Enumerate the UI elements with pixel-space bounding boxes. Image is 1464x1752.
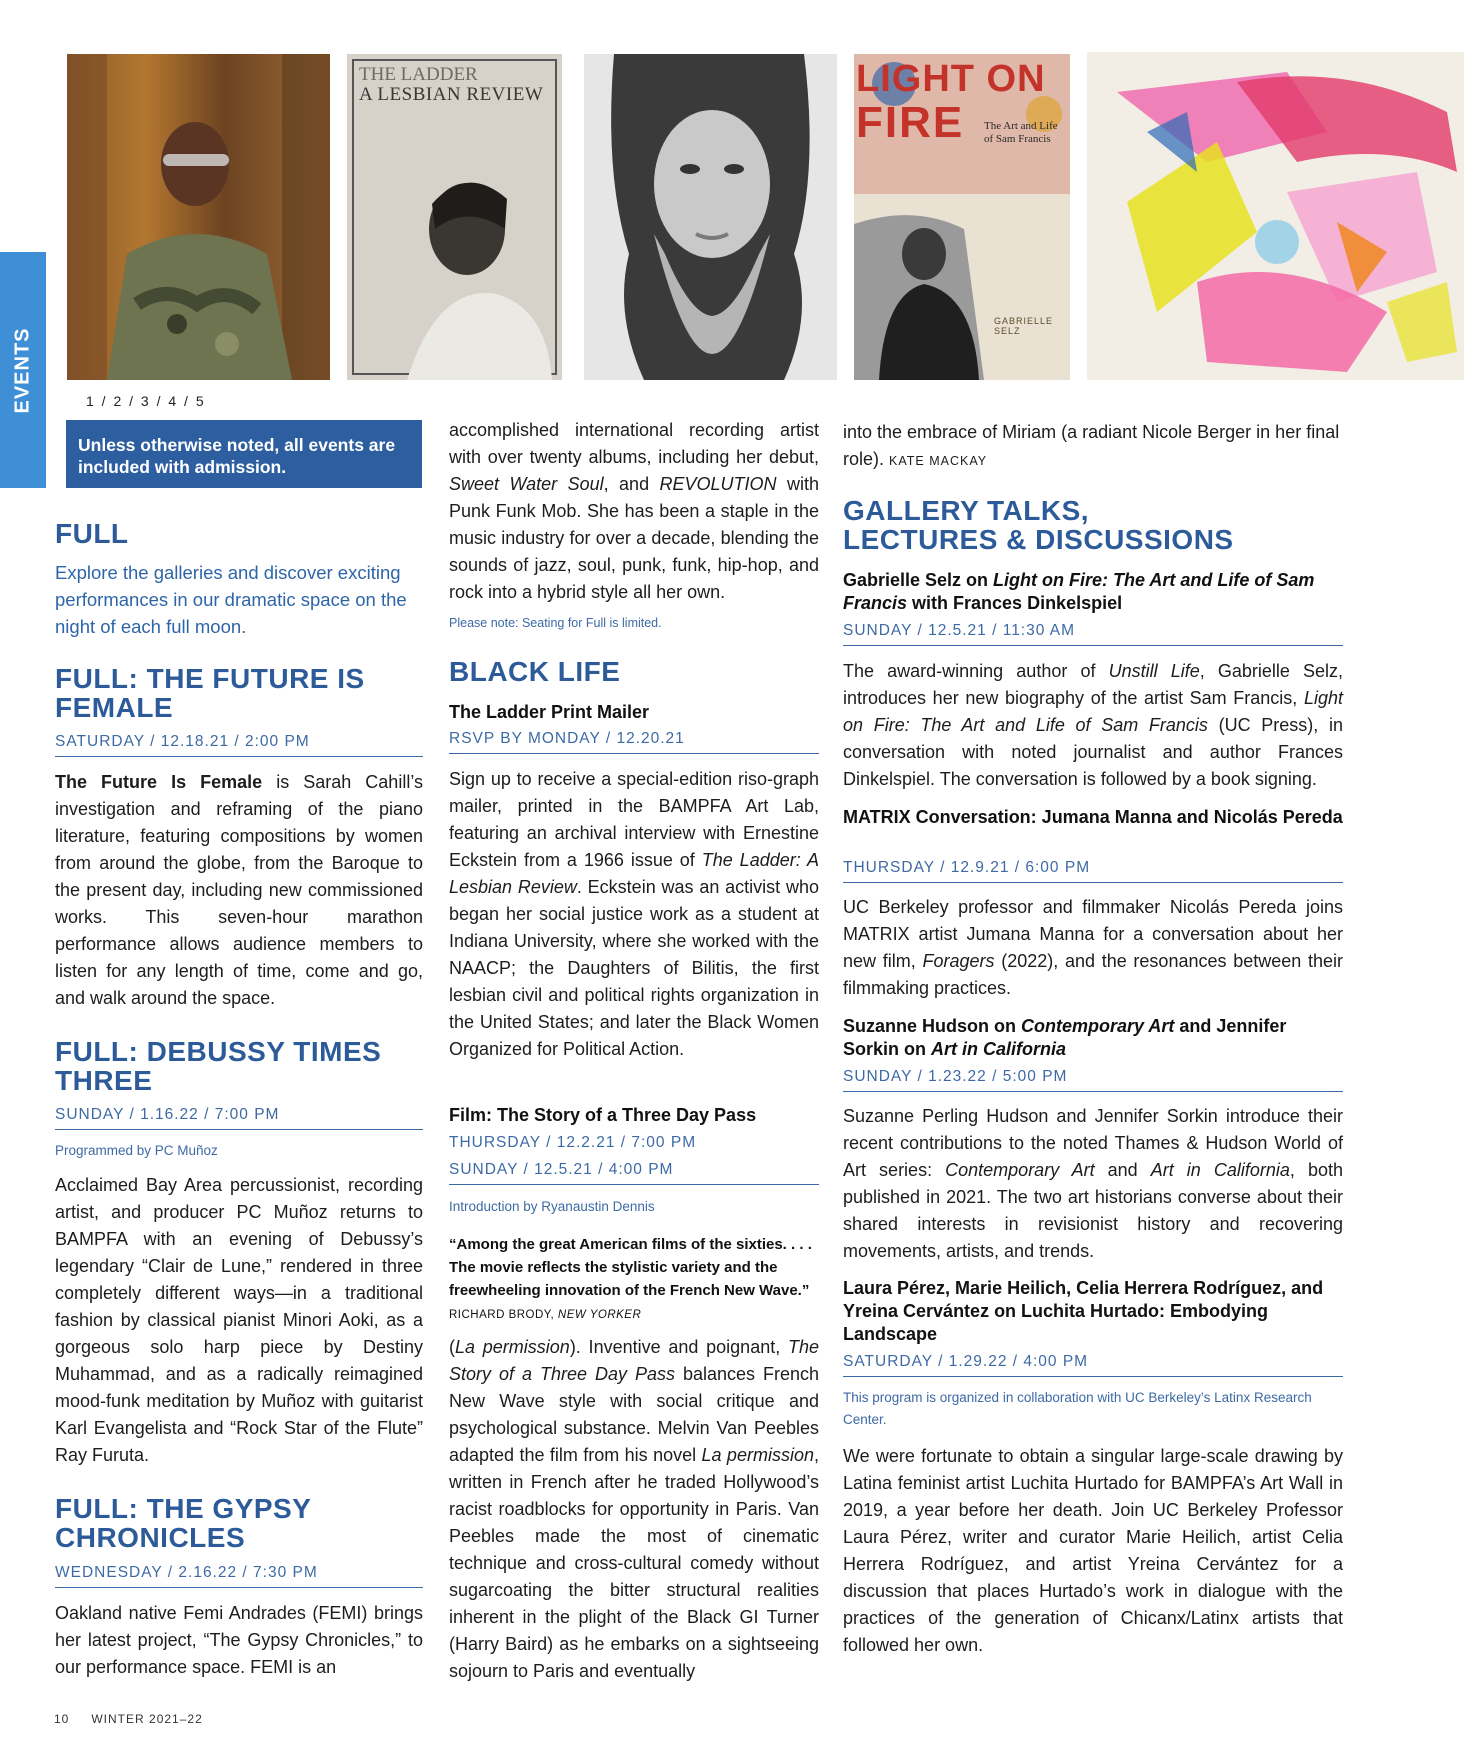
hudson-body-c: , both published in 2021. The two art historians converse about their shared interests in revisionist history and recovering movements, artists, and trends.	[843, 1160, 1343, 1261]
matrix-subheading: MATRIX Conversation: Jumana Manna and Nicolás Pereda	[843, 807, 1343, 827]
hudson-body	[843, 1103, 1343, 1265]
talks-heading	[843, 496, 1343, 554]
film-body-italic2: The Story of a Three Day Pass	[449, 1337, 819, 1384]
gypsy-heading	[55, 1494, 425, 1552]
ladder-body-b: . Eckstein was an activist who began her social justice work as a student at Indiana University, where she worked with the NAACP; the Daughters of Bilitis, the first lesbian civil and political rights organization in the United States; and later the Black Women Organized for Political Action.	[449, 877, 819, 1059]
book-subtitle: The Art and Life of Sam Francis	[984, 120, 1058, 145]
selz-sub-a: Gabrielle Selz on	[843, 570, 994, 590]
ladder-body-a: Sign up to receive a special-edition riso-graph mailer, printed in the BAMPFA Art Lab, featuring an archival interview with Ernestine Eckstein from a 1966 issue of	[449, 769, 819, 870]
ladder-date: RSVP BY MONDAY / 12.20.21	[449, 730, 819, 754]
events-tab-label: EVENTS	[11, 326, 34, 414]
hudson-sub-b: and Jennifer Sorkin on	[843, 1016, 1287, 1059]
ladder-subheading: The Ladder Print Mailer	[449, 702, 650, 722]
book-author: GABRIELLE SELZ	[994, 316, 1054, 336]
photo-5-drawing	[1087, 52, 1464, 380]
seating-note: Please note: Seating for Full is limited.	[449, 616, 662, 630]
film-quote-source: RICHARD BRODY,	[449, 1309, 558, 1321]
gypsy-cont-italic1: Sweet Water Soul	[449, 474, 604, 494]
film-intro: Introduction by Ryanaustin Dennis	[449, 1199, 655, 1214]
selz-sub-italic: Light on Fire: The Art and Life of Sam Francis	[843, 570, 1315, 613]
hudson-date: SUNDAY / 1.23.22 / 5:00 PM	[843, 1068, 1343, 1092]
future-heading-l2: FEMALE	[55, 692, 174, 723]
photo-credits: 1 / 2 / 3 / 4 / 5	[86, 393, 206, 409]
film-date-1: THURSDAY / 12.2.21 / 7:00 PM	[449, 1134, 697, 1151]
hudson-body-a: Suzanne Perling Hudson and Jennifer Sorkin introduce their recent contributions to the noted Thames & Hudson World of Art series:	[843, 1106, 1343, 1180]
film-body-a: (	[449, 1337, 455, 1357]
matrix-body	[843, 894, 1343, 1002]
debussy-heading-l2: THREE	[55, 1065, 153, 1096]
talks-heading-l2: LECTURES & DISCUSSIONS	[843, 524, 1234, 555]
perez-note: This program is organized in collaboration with UC Berkeley’s Latinx Research Center.	[843, 1390, 1312, 1427]
matrix-body-italic: Foragers	[922, 951, 995, 971]
perez-subheading: Laura Pérez, Marie Heilich, Celia Herrera Rodríguez, and Yreina Cervántez on Luchita Hurtado: Embodying Landscape	[843, 1278, 1324, 1344]
debussy-date: SUNDAY / 1.16.22 / 7:00 PM	[55, 1106, 423, 1130]
film-body-c: balances French New Wave style with social critique and psychological substance. Melvin Van Peebles adapted the film from his novel	[449, 1364, 819, 1465]
selz-body-italic1: Unstill Life	[1108, 661, 1200, 681]
book-title-2: FIRE	[856, 98, 965, 147]
film-cont-text: into the embrace of Miriam (a radiant Nicole Berger in her final role).	[843, 422, 1340, 469]
film-subheading: Film: The Story of a Three Day Pass	[449, 1105, 757, 1125]
future-date: SATURDAY / 12.18.21 / 2:00 PM	[55, 733, 423, 757]
film-cont-author: KATE MACKAY	[889, 454, 988, 468]
selz-date: SUNDAY / 12.5.21 / 11:30 AM	[843, 622, 1343, 646]
matrix-body-a: UC Berkeley professor and filmmaker Nicolás Pereda joins MATRIX artist Jumana Manna for a conversation about her new film,	[843, 897, 1343, 971]
future-bold: The Future Is Female	[55, 772, 263, 792]
full-intro: Explore the galleries and discover exciting performances in our dramatic space on the night of each full moon.	[55, 562, 407, 637]
photo-3-drawing	[584, 54, 837, 380]
film-body-italic1: La permission	[455, 1337, 570, 1357]
hudson-body-b: and	[1094, 1160, 1151, 1180]
gypsy-cont-italic2: REVOLUTION	[659, 474, 777, 494]
book-title-1: LIGHT ON	[856, 58, 1046, 100]
selz-body-a: The award-winning author of	[843, 661, 1109, 681]
debussy-heading-l1: FULL: DEBUSSY TIMES	[55, 1036, 382, 1067]
film-quote	[449, 1233, 819, 1327]
hudson-sub-italic1: Contemporary Art	[1021, 1016, 1175, 1036]
issue-label: WINTER 2021–22	[91, 1712, 203, 1726]
page-number: 10	[54, 1712, 70, 1726]
full-heading: FULL	[55, 518, 129, 549]
film-body	[449, 1334, 819, 1685]
future-text: is Sarah Cahill’s investigation and reframing of the piano literature, featuring compositions by women from around the globe, from the Baroque to the present day, including new commissioned works. This seven-hour marathon performance allows audience members to listen for any length of time, come and go, and walk around the space.	[55, 772, 423, 1008]
page-footer	[54, 1712, 225, 1726]
black-life-heading: BLACK LIFE	[449, 656, 621, 687]
selz-body-italic2: Light on Fire: The Art and Life of Sam Francis	[843, 688, 1343, 735]
film-date-2: SUNDAY / 12.5.21 / 4:00 PM	[449, 1161, 819, 1185]
gypsy-date: WEDNESDAY / 2.16.22 / 7:30 PM	[55, 1564, 423, 1588]
photo-5-abstract-print	[1087, 52, 1464, 380]
selz-subheading	[843, 569, 1343, 615]
ladder-body-italic: The Ladder: A Lesbian Review	[449, 850, 820, 897]
gypsy-heading-l2: CHRONICLES	[55, 1522, 246, 1553]
matrix-body-b: (2022), and the resonances between their filmmaking practices.	[843, 951, 1343, 998]
admission-note: Unless otherwise noted, all events are included with admission.	[66, 420, 422, 488]
selz-body-b: , Gabrielle Selz, introduces her new biography of the artist Sam Francis,	[843, 661, 1343, 708]
photo-4-book-cover	[854, 54, 1070, 380]
selz-body	[843, 658, 1343, 793]
film-body-italic3: La permission	[701, 1445, 814, 1465]
perez-body: We were fortunate to obtain a singular large-scale drawing by Latina feminist artist Luchita Hurtado for BAMPFA’s Art Wall in 2019, a year before her death. Join UC Berkeley Professor Laura Pérez, writer and curator Marie Heilich, artist Celia Herrera Rodríguez, and artist Yreina Cervántez for a discussion that places Hurtado’s work in dialogue with the practices of the generation of Chicanx/Latinx artists that followed her own.	[843, 1446, 1343, 1655]
photo-1-portrait	[67, 54, 330, 380]
photo-2-ladder-cover	[347, 54, 562, 380]
debussy-programmed: Programmed by PC Muñoz	[55, 1143, 218, 1158]
talks-heading-l1: GALLERY TALKS,	[843, 495, 1090, 526]
hudson-body-italic2: Art in California	[1150, 1160, 1290, 1180]
hudson-subheading	[843, 1015, 1343, 1061]
film-quote-publication: NEW YORKER	[557, 1309, 642, 1321]
gypsy-heading-l1: FULL: THE GYPSY	[55, 1493, 312, 1524]
gypsy-cont-a: accomplished international recording artist with over twenty albums, including her debut,	[449, 420, 819, 467]
hudson-sub-italic2: Art in California	[931, 1039, 1067, 1059]
debussy-body: Acclaimed Bay Area percussionist, recording artist, and producer PC Muñoz returns to BAMPFA with an evening of Debussy’s legendary “Clair de Lune,” rendered in three completely different ways—in a traditional fashion by classical pianist Minori Aoki, as a gorgeous solo harp piece by Destiny Muhammad, and as a radically reimagined mood-funk meditation by Muñoz with guitarist Karl Evangelista and “Rock Star of the Flute” Ray Furuta.	[55, 1175, 423, 1465]
photo-3-bw-portrait	[584, 54, 837, 380]
ladder-masthead-1: THE LADDER	[359, 64, 478, 85]
future-body	[55, 769, 423, 1012]
film-quote-text: “Among the great American films of the sixties. . . . The movie reflects the stylistic variety and the freewheeling innovation of the French New Wave.”	[449, 1236, 812, 1299]
photo-1-drawing	[67, 54, 330, 380]
selz-body-c: (UC Press), in conversation with noted journalist and author Frances Dinkelspiel. The conversation is followed by a book signing.	[843, 715, 1343, 789]
ladder-masthead-2: A LESBIAN REVIEW	[359, 84, 544, 105]
gypsy-body: Oakland native Femi Andrades (FEMI) brings her latest project, “The Gypsy Chronicles,” to our performance space. FEMI is an	[55, 1603, 423, 1677]
selz-sub-b: with Frances Dinkelspiel	[907, 593, 1123, 613]
gypsy-cont-b: , and	[603, 474, 660, 494]
ladder-body	[449, 766, 819, 1063]
hudson-sub-a: Suzanne Hudson on	[843, 1016, 1021, 1036]
film-body-b: ). Inventive and poignant,	[569, 1337, 788, 1357]
perez-date: SATURDAY / 1.29.22 / 4:00 PM	[843, 1353, 1343, 1377]
events-side-tab	[0, 252, 46, 488]
gypsy-body-cont	[449, 417, 819, 606]
future-heading	[55, 664, 425, 722]
film-body-cont	[843, 419, 1343, 475]
debussy-heading	[55, 1037, 425, 1095]
future-heading-l1: FULL: THE FUTURE IS	[55, 663, 365, 694]
matrix-date: THURSDAY / 12.9.21 / 6:00 PM	[843, 859, 1343, 883]
hudson-body-italic1: Contemporary Art	[945, 1160, 1095, 1180]
film-body-d: , written in French after he traded Hollywood’s racist roadblocks for opportunity in Paris. Van Peebles made the most of cinematic technique and cross-cultural comedy without sugarcoating the bitter structural realities inherent in the plight of the Black GI Turner (Harry Baird) as he embarks on a sightseeing sojourn to Paris and eventually	[449, 1445, 819, 1681]
gypsy-cont-c: with Punk Funk Mob. She has been a staple in the music industry for over a decade, blending the sounds of jazz, soul, punk, funk, hip-hop, and rock into a hybrid style all her own.	[449, 474, 819, 602]
